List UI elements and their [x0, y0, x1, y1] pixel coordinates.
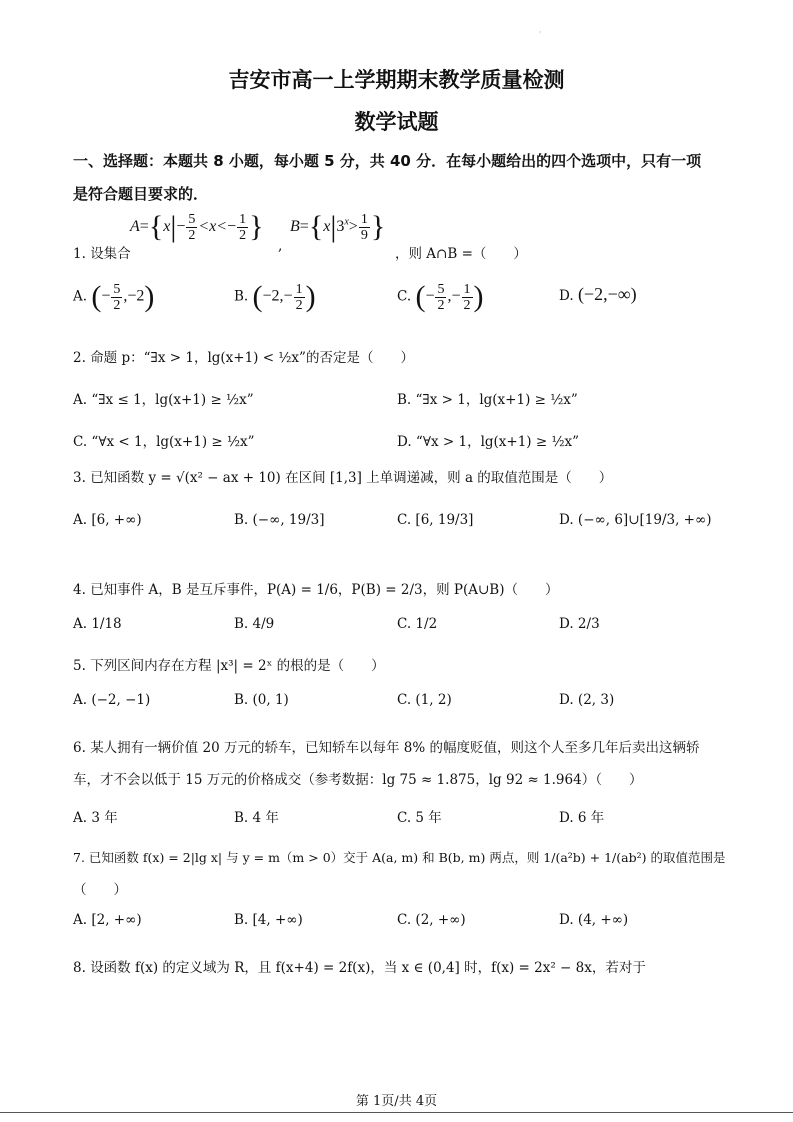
q6-option-d[interactable]: D. 6 年 [559, 810, 605, 826]
q1-set-b: $B=\{x|3^x>$ $\frac{1}{9}$ } [290, 210, 386, 243]
q4-option-d[interactable]: D. 2/3 [559, 616, 600, 632]
q5-stem: 5. 下列区间内存在方程 |x³| = 2ˣ 的根的是（ ） [73, 658, 385, 674]
q1-option-d[interactable]: D. (−2,−∞) [559, 284, 637, 304]
q7-stem-line1: 7. 已知函数 f(x) = 2|lg x| 与 y = m（m > 0）交于 A(a, m) 和 B(b, m) 两点，则 1/(a²b) + 1/(ab²) 的取值范围是 [73, 850, 726, 865]
q1-set-a: A={x|− $\frac{5}{2}$ <x<− $\frac{1}{2}$ } [130, 210, 264, 243]
scan-dot: · [539, 28, 542, 37]
page-subtitle: 数学试题 [354, 110, 439, 134]
q4-option-c[interactable]: C. 1/2 [397, 616, 438, 632]
q5-option-d[interactable]: D. (2, 3) [559, 692, 615, 708]
page-footer: 第 1页/共 4页 [355, 1094, 438, 1109]
q1-option-b[interactable]: B. (−2,− $\frac{1}{2}$ ) [234, 280, 316, 313]
q2-option-c[interactable]: C. “∀x < 1，lg(x+1) ≥ ½x” [73, 434, 255, 450]
q7-option-c[interactable]: C. (2, +∞) [397, 912, 466, 928]
q6-option-c[interactable]: C. 5 年 [397, 810, 442, 826]
q6-stem-line2: 车，才不会以低于 15 万元的价格成交（参考数据：lg 75 ≈ 1.875，lg 92 ≈ 1.964）（ ） [73, 772, 643, 788]
q2-option-d[interactable]: D. “∀x > 1，lg(x+1) ≥ ½x” [397, 434, 580, 450]
q6-option-a[interactable]: A. 3 年 [73, 810, 118, 826]
q1-tail: ，则 A∩B =（ ） [395, 246, 527, 262]
q3-stem: 3. 已知函数 y = √(x² − ax + 10) 在区间 [1,3] 上单调递减，则 a 的取值范围是（ ） [73, 470, 613, 486]
q6-stem-line1: 6. 某人拥有一辆价值 20 万元的轿车，已知轿车以每年 8% 的幅度贬值，则这个人至多几年后卖出这辆轿 [73, 740, 700, 756]
q7-option-b[interactable]: B. [4, +∞) [234, 912, 303, 928]
q5-option-c[interactable]: C. (1, 2) [397, 692, 452, 708]
q4-option-a[interactable]: A. 1/18 [73, 616, 122, 632]
section-heading-line2: 是符合题目要求的． [73, 185, 209, 203]
q3-option-d[interactable]: D. (−∞, 6]∪[19/3, +∞) [559, 512, 712, 528]
q6-option-b[interactable]: B. 4 年 [234, 810, 279, 826]
q2-stem: 2. 命题 p：“∃x > 1，lg(x+1) < ½x”的否定是（ ） [73, 350, 414, 366]
q1-option-c[interactable]: C. (− $\frac{5}{2}$ ,− $\frac{1}{2}$ ) [397, 280, 484, 313]
q5-option-b[interactable]: B. (0, 1) [234, 692, 289, 708]
q7-option-a[interactable]: A. [2, +∞) [73, 912, 142, 928]
q4-stem: 4. 已知事件 A，B 是互斥事件，P(A) = 1/6，P(B) = 2/3，则 P(A∪B)（ ） [73, 582, 559, 598]
page-title: 吉安市高一上学期期末教学质量检测 [228, 68, 565, 92]
section-heading-line1: 一、选择题：本题共 8 小题，每小题 5 分，共 40 分．在每小题给出的四个选项中，只有一项 [73, 152, 702, 170]
q3-option-c[interactable]: C. [6, 19/3] [397, 512, 474, 528]
q1-option-a[interactable]: A. (− $\frac{5}{2}$ ,−2) [73, 280, 155, 313]
q3-option-a[interactable]: A. [6, +∞) [73, 512, 142, 528]
footer-divider [0, 1112, 793, 1113]
q3-option-b[interactable]: B. (−∞, 19/3] [234, 512, 325, 528]
q1-number: 1. 设集合 [73, 246, 131, 262]
q2-option-a[interactable]: A. “∃x ≤ 1，lg(x+1) ≥ ½x” [73, 392, 254, 408]
q1-comma: , [278, 238, 283, 254]
q2-option-b[interactable]: B. “∃x > 1，lg(x+1) ≥ ½x” [397, 392, 578, 408]
q7-option-d[interactable]: D. (4, +∞) [559, 912, 629, 928]
q8-stem: 8. 设函数 f(x) 的定义域为 R，且 f(x+4) = 2f(x)，当 x ∈ (0,4] 时，f(x) = 2x² − 8x，若对于 [73, 960, 646, 976]
q7-stem-line2: （ ） [73, 882, 127, 898]
q5-option-a[interactable]: A. (−2, −1) [73, 692, 151, 708]
q4-option-b[interactable]: B. 4/9 [234, 616, 275, 632]
